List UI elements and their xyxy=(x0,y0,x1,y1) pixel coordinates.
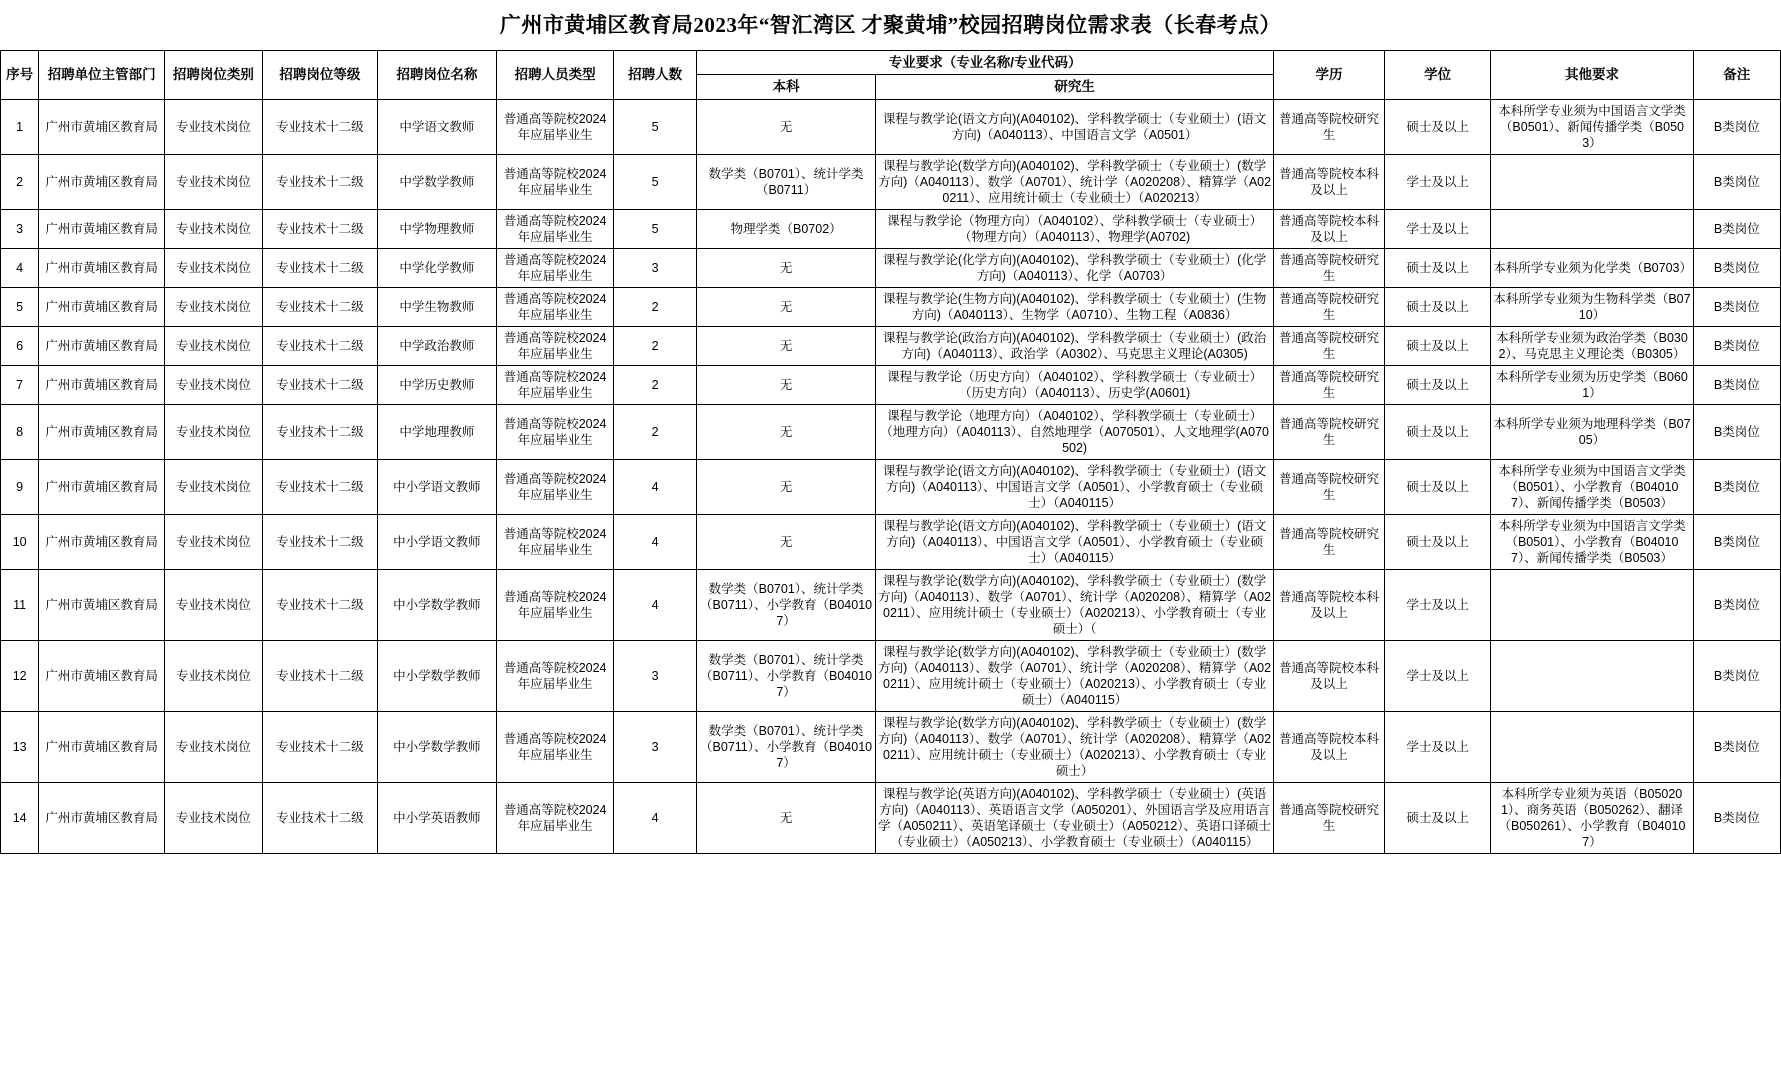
cell-position-name: 中小学数学教师 xyxy=(377,711,496,782)
cell-index: 6 xyxy=(1,326,39,365)
cell-graduate: 课程与教学论(数学方向)(A040102)、学科教学硕士（专业硕士）(数学方向)（A040113）、数学（A0701）、统计学（A020208）、精算学（A020211）、应用统计硕士（专业硕士）（A020213） xyxy=(876,154,1274,209)
cell-index: 3 xyxy=(1,209,39,248)
cell-undergrad: 无 xyxy=(697,287,876,326)
cell-degree: 硕士及以上 xyxy=(1384,514,1490,569)
header-major-group: 专业要求（专业名称/专业代码） xyxy=(697,51,1274,75)
cell-index: 10 xyxy=(1,514,39,569)
cell-count: 4 xyxy=(614,569,697,640)
table-row xyxy=(1,365,1781,404)
cell-level: 专业技术十二级 xyxy=(262,287,377,326)
cell-other: 本科所学专业须为历史学类（B0601） xyxy=(1491,365,1693,404)
cell-dept: 广州市黄埔区教育局 xyxy=(39,640,165,711)
cell-degree: 硕士及以上 xyxy=(1384,287,1490,326)
cell-remark: B类岗位 xyxy=(1693,154,1780,209)
cell-level: 专业技术十二级 xyxy=(262,248,377,287)
cell-category: 专业技术岗位 xyxy=(164,248,262,287)
cell-count: 5 xyxy=(614,154,697,209)
cell-position-name: 中学语文教师 xyxy=(377,99,496,154)
cell-undergrad: 无 xyxy=(697,326,876,365)
table-row xyxy=(1,154,1781,209)
cell-level: 专业技术十二级 xyxy=(262,326,377,365)
cell-category: 专业技术岗位 xyxy=(164,326,262,365)
table-row xyxy=(1,514,1781,569)
cell-count: 2 xyxy=(614,287,697,326)
cell-position-name: 中学生物教师 xyxy=(377,287,496,326)
cell-count: 2 xyxy=(614,404,697,459)
cell-count: 3 xyxy=(614,248,697,287)
table-row xyxy=(1,711,1781,782)
cell-remark: B类岗位 xyxy=(1693,404,1780,459)
cell-graduate: 课程与教学论(语文方向)(A040102)、学科教学硕士（专业硕士）(语文方向)（A040113）、中国语言文学（A0501） xyxy=(876,99,1274,154)
cell-degree: 学士及以上 xyxy=(1384,711,1490,782)
cell-degree: 学士及以上 xyxy=(1384,569,1490,640)
cell-position-name: 中学政治教师 xyxy=(377,326,496,365)
cell-degree: 硕士及以上 xyxy=(1384,404,1490,459)
cell-other: 本科所学专业须为生物科学类（B0710） xyxy=(1491,287,1693,326)
cell-position-name: 中学历史教师 xyxy=(377,365,496,404)
header-graduate: 研究生 xyxy=(876,75,1274,99)
cell-dept: 广州市黄埔区教育局 xyxy=(39,514,165,569)
cell-level: 专业技术十二级 xyxy=(262,569,377,640)
cell-dept: 广州市黄埔区教育局 xyxy=(39,154,165,209)
cell-count: 3 xyxy=(614,640,697,711)
cell-personnel-type: 普通高等院校2024年应届毕业生 xyxy=(497,365,614,404)
cell-category: 专业技术岗位 xyxy=(164,209,262,248)
cell-education: 普通高等院校研究生 xyxy=(1274,287,1385,326)
cell-remark: B类岗位 xyxy=(1693,365,1780,404)
header-level: 招聘岗位等级 xyxy=(262,51,377,100)
table-row xyxy=(1,99,1781,154)
cell-education: 普通高等院校研究生 xyxy=(1274,782,1385,853)
cell-count: 2 xyxy=(614,326,697,365)
table-row xyxy=(1,326,1781,365)
header-remark: 备注 xyxy=(1693,51,1780,100)
cell-dept: 广州市黄埔区教育局 xyxy=(39,782,165,853)
cell-personnel-type: 普通高等院校2024年应届毕业生 xyxy=(497,569,614,640)
cell-category: 专业技术岗位 xyxy=(164,365,262,404)
cell-personnel-type: 普通高等院校2024年应届毕业生 xyxy=(497,287,614,326)
cell-degree: 学士及以上 xyxy=(1384,640,1490,711)
cell-undergrad: 数学类（B0701）、统计学类（B0711） xyxy=(697,154,876,209)
cell-dept: 广州市黄埔区教育局 xyxy=(39,365,165,404)
cell-education: 普通高等院校研究生 xyxy=(1274,404,1385,459)
cell-category: 专业技术岗位 xyxy=(164,782,262,853)
cell-undergrad: 无 xyxy=(697,99,876,154)
cell-education: 普通高等院校研究生 xyxy=(1274,99,1385,154)
cell-degree: 硕士及以上 xyxy=(1384,365,1490,404)
table-body xyxy=(1,99,1781,853)
header-category: 招聘岗位类别 xyxy=(164,51,262,100)
cell-other: 本科所学专业须为政治学类（B0302）、马克思主义理论类（B0305） xyxy=(1491,326,1693,365)
cell-personnel-type: 普通高等院校2024年应届毕业生 xyxy=(497,248,614,287)
cell-remark: B类岗位 xyxy=(1693,326,1780,365)
cell-undergrad: 数学类（B0701）、统计学类（B0711）、小学教育（B040107） xyxy=(697,640,876,711)
cell-level: 专业技术十二级 xyxy=(262,640,377,711)
header-index: 序号 xyxy=(1,51,39,100)
header-degree: 学位 xyxy=(1384,51,1490,100)
cell-degree: 学士及以上 xyxy=(1384,209,1490,248)
header-education: 学历 xyxy=(1274,51,1385,100)
cell-remark: B类岗位 xyxy=(1693,287,1780,326)
table-row xyxy=(1,569,1781,640)
cell-dept: 广州市黄埔区教育局 xyxy=(39,404,165,459)
cell-graduate: 课程与教学论(政治方向)(A040102)、学科教学硕士（专业硕士）(政治方向)（A040113）、政治学（A0302）、马克思主义理论(A0305) xyxy=(876,326,1274,365)
header-undergrad: 本科 xyxy=(697,75,876,99)
cell-personnel-type: 普通高等院校2024年应届毕业生 xyxy=(497,154,614,209)
cell-category: 专业技术岗位 xyxy=(164,514,262,569)
table-row xyxy=(1,287,1781,326)
cell-dept: 广州市黄埔区教育局 xyxy=(39,711,165,782)
cell-graduate: 课程与教学论(数学方向)(A040102)、学科教学硕士（专业硕士）(数学方向)（A040113）、数学（A0701）、统计学（A020208）、精算学（A020211）、应用统计硕士（专业硕士）（A020213）、小学教育硕士（专业硕士）（ xyxy=(876,569,1274,640)
cell-other xyxy=(1491,569,1693,640)
cell-personnel-type: 普通高等院校2024年应届毕业生 xyxy=(497,459,614,514)
cell-personnel-type: 普通高等院校2024年应届毕业生 xyxy=(497,640,614,711)
header-personnel-type: 招聘人员类型 xyxy=(497,51,614,100)
cell-graduate: 课程与教学论（物理方向）（A040102）、学科教学硕士（专业硕士）（物理方向）（A040113）、物理学(A0702) xyxy=(876,209,1274,248)
cell-personnel-type: 普通高等院校2024年应届毕业生 xyxy=(497,782,614,853)
cell-personnel-type: 普通高等院校2024年应届毕业生 xyxy=(497,404,614,459)
cell-graduate: 课程与教学论(数学方向)(A040102)、学科教学硕士（专业硕士）(数学方向)（A040113）、数学（A0701）、统计学（A020208）、精算学（A020211）、应用统计硕士（专业硕士）（A020213）、小学教育硕士（专业硕士）（A040115） xyxy=(876,640,1274,711)
cell-personnel-type: 普通高等院校2024年应届毕业生 xyxy=(497,99,614,154)
cell-graduate: 课程与教学论(语文方向)(A040102)、学科教学硕士（专业硕士）(语文方向)（A040113）、中国语言文学（A0501）、小学教育硕士（专业硕士）（A040115） xyxy=(876,459,1274,514)
cell-category: 专业技术岗位 xyxy=(164,404,262,459)
cell-category: 专业技术岗位 xyxy=(164,569,262,640)
cell-other xyxy=(1491,640,1693,711)
cell-index: 5 xyxy=(1,287,39,326)
cell-education: 普通高等院校研究生 xyxy=(1274,326,1385,365)
cell-remark: B类岗位 xyxy=(1693,640,1780,711)
cell-undergrad: 无 xyxy=(697,782,876,853)
cell-level: 专业技术十二级 xyxy=(262,404,377,459)
cell-level: 专业技术十二级 xyxy=(262,99,377,154)
cell-count: 4 xyxy=(614,782,697,853)
table-row xyxy=(1,209,1781,248)
cell-remark: B类岗位 xyxy=(1693,459,1780,514)
cell-index: 13 xyxy=(1,711,39,782)
cell-dept: 广州市黄埔区教育局 xyxy=(39,99,165,154)
cell-level: 专业技术十二级 xyxy=(262,711,377,782)
cell-level: 专业技术十二级 xyxy=(262,154,377,209)
cell-dept: 广州市黄埔区教育局 xyxy=(39,248,165,287)
cell-other: 本科所学专业须为中国语言文学类（B0501）、小学教育（B040107）、新闻传播学类（B0503） xyxy=(1491,459,1693,514)
cell-personnel-type: 普通高等院校2024年应届毕业生 xyxy=(497,326,614,365)
cell-education: 普通高等院校本科及以上 xyxy=(1274,569,1385,640)
cell-degree: 硕士及以上 xyxy=(1384,459,1490,514)
cell-education: 普通高等院校本科及以上 xyxy=(1274,209,1385,248)
cell-count: 4 xyxy=(614,514,697,569)
cell-remark: B类岗位 xyxy=(1693,782,1780,853)
header-count: 招聘人数 xyxy=(614,51,697,100)
cell-level: 专业技术十二级 xyxy=(262,514,377,569)
cell-education: 普通高等院校研究生 xyxy=(1274,248,1385,287)
cell-education: 普通高等院校本科及以上 xyxy=(1274,711,1385,782)
cell-degree: 硕士及以上 xyxy=(1384,326,1490,365)
cell-degree: 硕士及以上 xyxy=(1384,248,1490,287)
cell-undergrad: 无 xyxy=(697,365,876,404)
cell-undergrad: 数学类（B0701）、统计学类（B0711）、小学教育（B040107） xyxy=(697,711,876,782)
cell-undergrad: 无 xyxy=(697,248,876,287)
cell-remark: B类岗位 xyxy=(1693,99,1780,154)
cell-other: 本科所学专业须为中国语言文学类（B0501）、新闻传播学类（B0503） xyxy=(1491,99,1693,154)
cell-graduate: 课程与教学论(化学方向)(A040102)、学科教学硕士（专业硕士）(化学方向)（A040113）、化学（A0703） xyxy=(876,248,1274,287)
cell-level: 专业技术十二级 xyxy=(262,459,377,514)
cell-undergrad: 无 xyxy=(697,459,876,514)
cell-level: 专业技术十二级 xyxy=(262,365,377,404)
table-row xyxy=(1,459,1781,514)
table-header xyxy=(1,51,1781,100)
cell-count: 2 xyxy=(614,365,697,404)
cell-other: 本科所学专业须为英语（B050201）、商务英语（B050262）、翻译（B050261）、小学教育（B040107） xyxy=(1491,782,1693,853)
cell-degree: 硕士及以上 xyxy=(1384,99,1490,154)
cell-position-name: 中学数学教师 xyxy=(377,154,496,209)
cell-degree: 学士及以上 xyxy=(1384,154,1490,209)
recruitment-table xyxy=(0,50,1781,854)
cell-undergrad: 数学类（B0701）、统计学类（B0711）、小学教育（B040107） xyxy=(697,569,876,640)
cell-dept: 广州市黄埔区教育局 xyxy=(39,287,165,326)
cell-other xyxy=(1491,711,1693,782)
cell-index: 12 xyxy=(1,640,39,711)
cell-category: 专业技术岗位 xyxy=(164,459,262,514)
cell-position-name: 中小学数学教师 xyxy=(377,640,496,711)
cell-other: 本科所学专业须为地理科学类（B0705） xyxy=(1491,404,1693,459)
cell-position-name: 中学地理教师 xyxy=(377,404,496,459)
cell-index: 9 xyxy=(1,459,39,514)
cell-dept: 广州市黄埔区教育局 xyxy=(39,209,165,248)
table-row xyxy=(1,640,1781,711)
header-dept: 招聘单位主管部门 xyxy=(39,51,165,100)
header-other: 其他要求 xyxy=(1491,51,1693,100)
cell-position-name: 中小学数学教师 xyxy=(377,569,496,640)
cell-position-name: 中学物理教师 xyxy=(377,209,496,248)
cell-remark: B类岗位 xyxy=(1693,569,1780,640)
cell-graduate: 课程与教学论(语文方向)(A040102)、学科教学硕士（专业硕士）(语文方向)（A040113）、中国语言文学（A0501）、小学教育硕士（专业硕士）（A040115） xyxy=(876,514,1274,569)
cell-category: 专业技术岗位 xyxy=(164,640,262,711)
cell-other: 本科所学专业须为中国语言文学类（B0501）、小学教育（B040107）、新闻传播学类（B0503） xyxy=(1491,514,1693,569)
cell-count: 4 xyxy=(614,459,697,514)
cell-education: 普通高等院校研究生 xyxy=(1274,514,1385,569)
cell-dept: 广州市黄埔区教育局 xyxy=(39,326,165,365)
header-row-1 xyxy=(1,51,1781,75)
table-row xyxy=(1,782,1781,853)
cell-index: 2 xyxy=(1,154,39,209)
cell-index: 7 xyxy=(1,365,39,404)
cell-personnel-type: 普通高等院校2024年应届毕业生 xyxy=(497,209,614,248)
cell-index: 14 xyxy=(1,782,39,853)
cell-personnel-type: 普通高等院校2024年应届毕业生 xyxy=(497,514,614,569)
cell-count: 5 xyxy=(614,99,697,154)
cell-count: 5 xyxy=(614,209,697,248)
cell-position-name: 中小学英语教师 xyxy=(377,782,496,853)
cell-graduate: 课程与教学论（地理方向）（A040102）、学科教学硕士（专业硕士）（地理方向）（A040113）、自然地理学（A070501）、人文地理学(A070502) xyxy=(876,404,1274,459)
cell-category: 专业技术岗位 xyxy=(164,287,262,326)
cell-undergrad: 无 xyxy=(697,514,876,569)
cell-category: 专业技术岗位 xyxy=(164,711,262,782)
cell-category: 专业技术岗位 xyxy=(164,99,262,154)
cell-graduate: 课程与教学论(生物方向)(A040102)、学科教学硕士（专业硕士）(生物方向)（A040113）、生物学（A0710）、生物工程（A0836） xyxy=(876,287,1274,326)
cell-index: 8 xyxy=(1,404,39,459)
cell-dept: 广州市黄埔区教育局 xyxy=(39,569,165,640)
cell-level: 专业技术十二级 xyxy=(262,209,377,248)
cell-remark: B类岗位 xyxy=(1693,711,1780,782)
cell-count: 3 xyxy=(614,711,697,782)
cell-position-name: 中小学语文教师 xyxy=(377,459,496,514)
cell-other: 本科所学专业须为化学类（B0703） xyxy=(1491,248,1693,287)
cell-undergrad: 物理学类（B0702） xyxy=(697,209,876,248)
table-row xyxy=(1,248,1781,287)
cell-level: 专业技术十二级 xyxy=(262,782,377,853)
cell-graduate: 课程与教学论(英语方向)(A040102)、学科教学硕士（专业硕士）(英语方向)（A040113）、英语语言文学（A050201）、外国语言学及应用语言学（A050211）、英语笔译硕士（专业硕士）（A050212）、英语口译硕士（专业硕士）（A050213）、小学教育硕士（专业硕士）（A040115） xyxy=(876,782,1274,853)
cell-index: 11 xyxy=(1,569,39,640)
cell-category: 专业技术岗位 xyxy=(164,154,262,209)
cell-graduate: 课程与教学论(数学方向)(A040102)、学科教学硕士（专业硕士）(数学方向)（A040113）、数学（A0701）、统计学（A020208）、精算学（A020211）、应用统计硕士（专业硕士）（A020213）、小学教育硕士（专业硕士） xyxy=(876,711,1274,782)
cell-remark: B类岗位 xyxy=(1693,514,1780,569)
cell-index: 4 xyxy=(1,248,39,287)
cell-position-name: 中学化学教师 xyxy=(377,248,496,287)
cell-dept: 广州市黄埔区教育局 xyxy=(39,459,165,514)
cell-undergrad: 无 xyxy=(697,404,876,459)
cell-other xyxy=(1491,209,1693,248)
cell-index: 1 xyxy=(1,99,39,154)
cell-education: 普通高等院校研究生 xyxy=(1274,365,1385,404)
page-title: 广州市黄埔区教育局2023年“智汇湾区 才聚黄埔”校园招聘岗位需求表（长春考点） xyxy=(499,13,1282,37)
cell-degree: 硕士及以上 xyxy=(1384,782,1490,853)
cell-education: 普通高等院校本科及以上 xyxy=(1274,640,1385,711)
cell-remark: B类岗位 xyxy=(1693,248,1780,287)
cell-other xyxy=(1491,154,1693,209)
cell-education: 普通高等院校研究生 xyxy=(1274,459,1385,514)
cell-position-name: 中小学语文教师 xyxy=(377,514,496,569)
cell-remark: B类岗位 xyxy=(1693,209,1780,248)
cell-personnel-type: 普通高等院校2024年应届毕业生 xyxy=(497,711,614,782)
cell-education: 普通高等院校本科及以上 xyxy=(1274,154,1385,209)
cell-graduate: 课程与教学论（历史方向）（A040102）、学科教学硕士（专业硕士）（历史方向）（A040113）、历史学(A0601) xyxy=(876,365,1274,404)
header-position-name: 招聘岗位名称 xyxy=(377,51,496,100)
table-row xyxy=(1,404,1781,459)
